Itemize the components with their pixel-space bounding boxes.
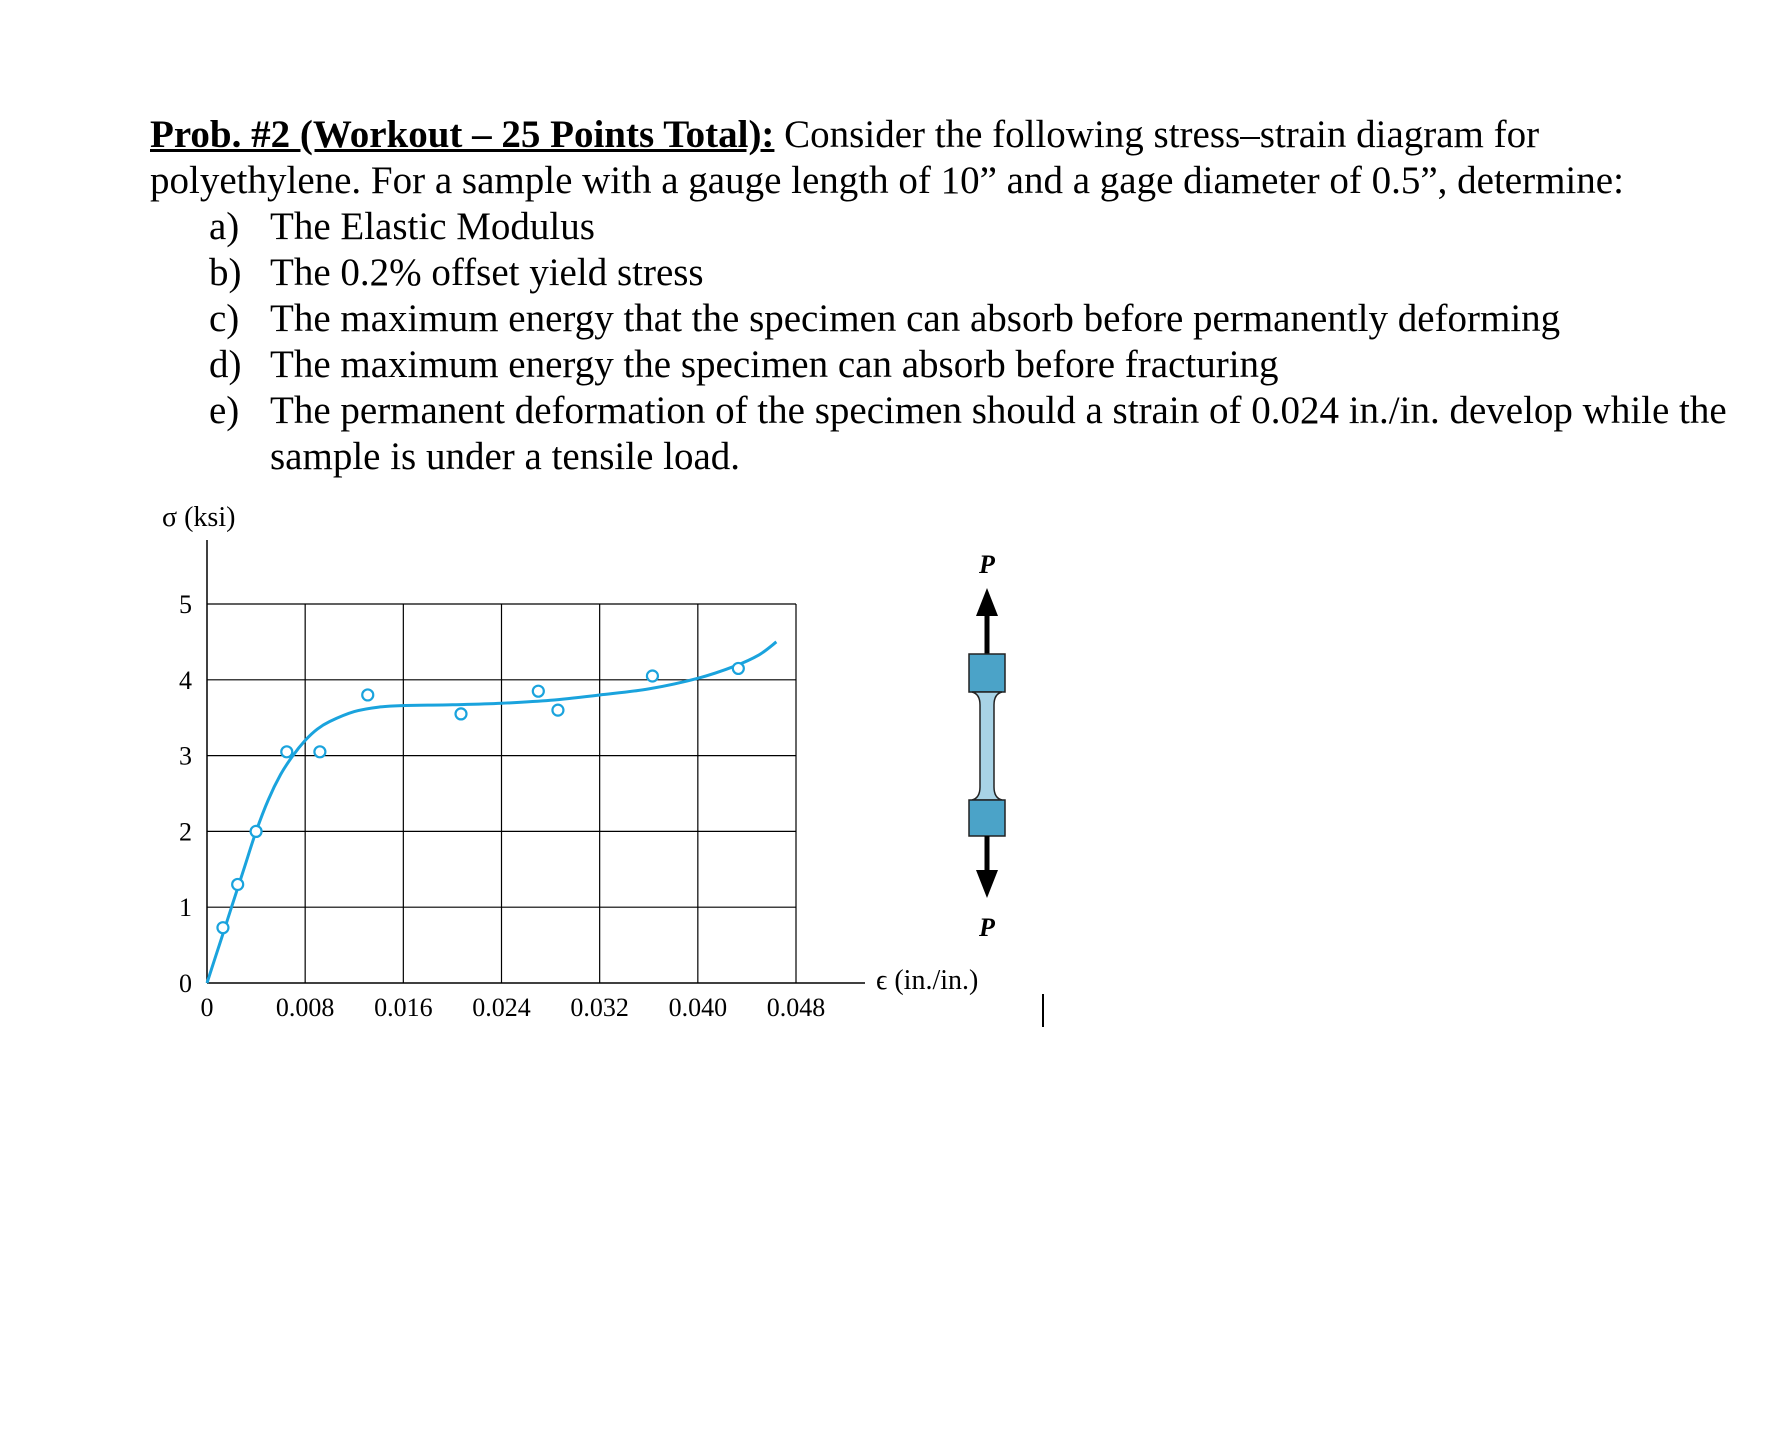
y-tick-label: 0: [179, 969, 192, 998]
data-point: [533, 686, 544, 697]
data-point: [456, 708, 467, 719]
data-point: [362, 689, 373, 700]
y-tick-label: 2: [179, 817, 192, 847]
x-tick-label: 0.032: [570, 993, 629, 1022]
x-tick-label: 0.040: [668, 993, 728, 1022]
problem-intro-line-1: Consider the following stress–strain diagram for: [774, 113, 1540, 156]
y-tick-label: 5: [179, 590, 192, 619]
part-label: e): [209, 389, 240, 432]
data-point: [232, 879, 243, 890]
part-label: b): [209, 251, 242, 294]
x-axis-label: ϵ (in./in.): [876, 965, 979, 996]
part-text: The permanent deformation of the specimen should a strain of 0.024 in./in. develop while the sample is under a tensile load.: [270, 389, 1727, 478]
load-label-top: P: [979, 550, 995, 579]
part-label: c): [209, 297, 240, 340]
problem-intro-line-2: polyethylene. For a sample with a gauge length of 10” and a gage diameter of 0.5”, determine:: [150, 159, 1624, 202]
y-axis-label: σ (ksi): [162, 502, 236, 533]
specimen-bottom-grip: [969, 800, 1005, 836]
x-tick-label: 0.048: [766, 993, 826, 1022]
part-text: The maximum energy the specimen can absorb before fracturing: [270, 343, 1279, 386]
load-arrow-bottom-icon: [976, 870, 998, 898]
stress-strain-curve: [207, 642, 776, 983]
y-tick-label: 1: [179, 893, 192, 923]
specimen-top-grip: [969, 654, 1005, 692]
load-arrow-top-icon: [976, 588, 998, 616]
part-label: a): [209, 205, 240, 248]
load-label-bottom: P: [979, 913, 995, 942]
chart-curve-layer: [207, 642, 776, 983]
y-tick-label: 3: [179, 741, 192, 771]
data-point: [647, 671, 658, 682]
specimen-gauge-section: [972, 692, 1002, 800]
part-text: The 0.2% offset yield stress: [270, 251, 704, 294]
data-point: [314, 746, 325, 757]
x-tick-label: 0.008: [275, 993, 335, 1022]
part-text: The maximum energy that the specimen can absorb before permanently deforming: [270, 297, 1561, 340]
y-tick-label: 4: [179, 665, 192, 695]
chart-grid: [207, 604, 796, 983]
data-point: [733, 663, 744, 674]
x-tick-label: 0.024: [472, 993, 531, 1022]
part-label: d): [209, 343, 242, 386]
part-text: The Elastic Modulus: [270, 205, 595, 248]
x-tick-label: 0.016: [374, 993, 433, 1022]
tensile-specimen-illustration: [969, 550, 1005, 942]
text-cursor: [1042, 994, 1044, 1027]
problem-header: Prob. #2 (Workout – 25 Points Total):: [150, 113, 775, 156]
data-point: [251, 826, 262, 837]
x-tick-label: 0: [200, 993, 214, 1022]
data-point: [281, 746, 292, 757]
chart-labels: [162, 502, 978, 1022]
data-point: [217, 922, 228, 933]
data-point: [552, 705, 563, 716]
